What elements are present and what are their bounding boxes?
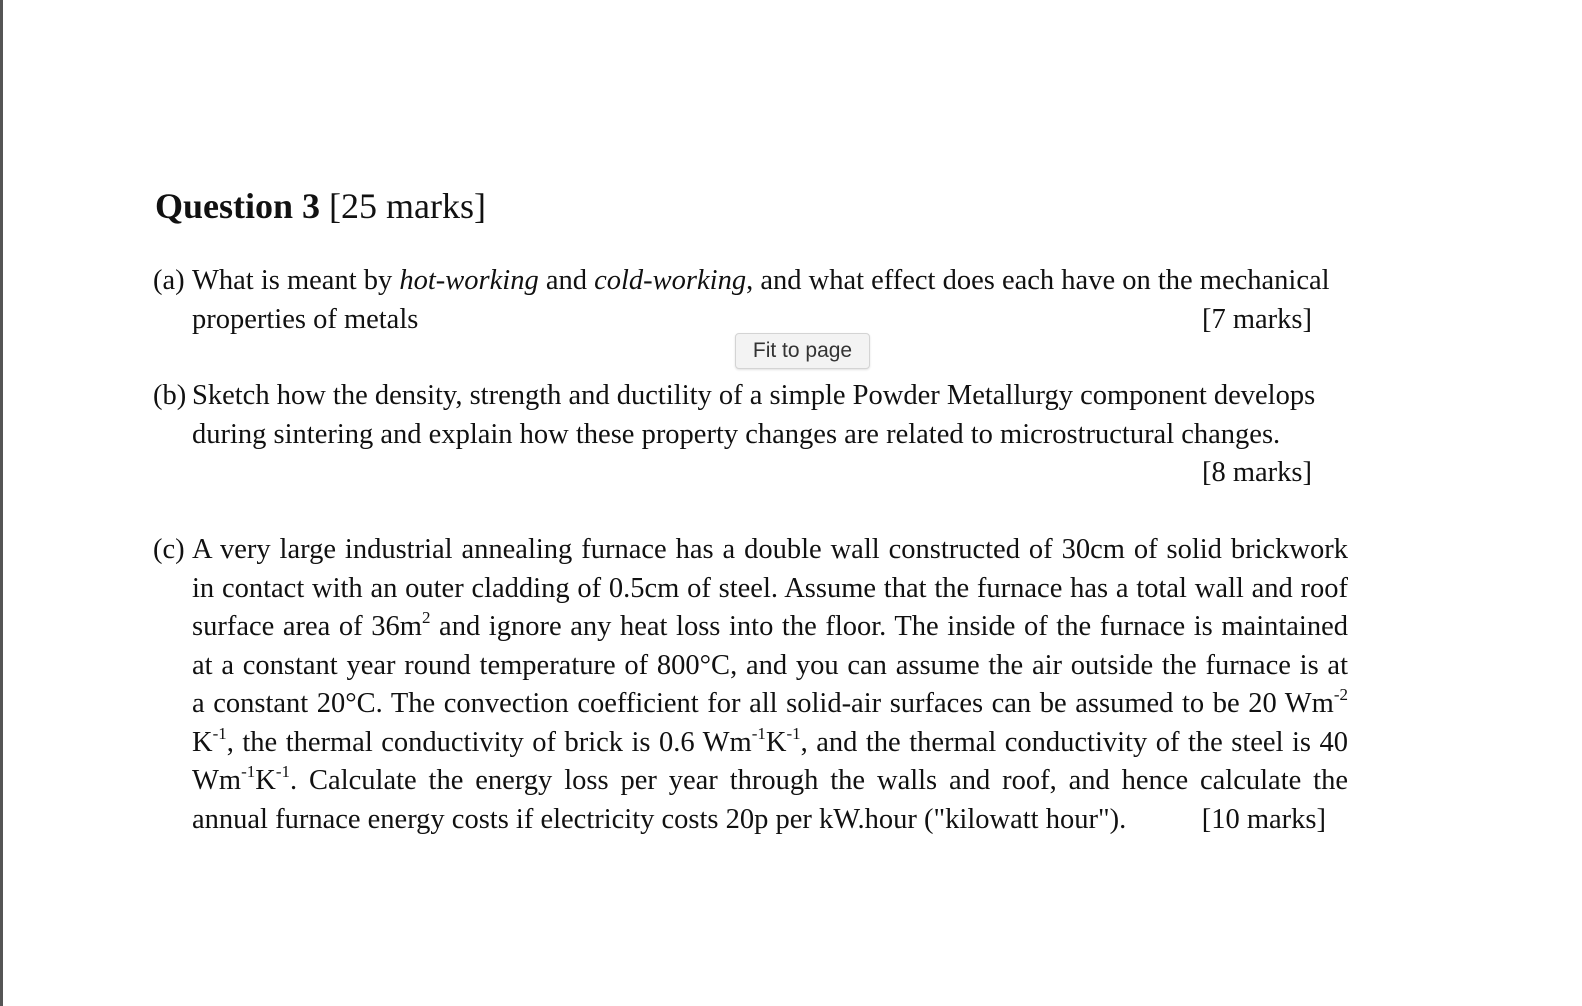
part-a-line-1: What is meant by hot-working and cold-working, and what effect does each have on the mechanical — [192, 265, 1330, 296]
part-b-marks: [8 marks] — [1201, 457, 1312, 488]
part-c-line-6: $K^{-1}$, the thermal conductivity of brick is 0.6 $Wm^{-1}K^{-1}$, and the thermal conductivity of the steel is 40 — [192, 723, 1348, 758]
part-a-line-2: properties of metals [7 marks] — [153, 301, 1348, 340]
part-c-line-2: in contact with an outer cladding of 0.5cm of steel. Assume that the furnace has a total wall and roof — [192, 572, 1348, 604]
part-c-line-3: surface area of $36m^2$ and ignore any heat loss into the floor. The inside of the furnace is maintained — [192, 608, 1348, 642]
part-c-line-8: annual furnace energy costs if electricity costs 20p per kW.hour ("kilowatt hour"). [10 marks] — [153, 801, 1348, 840]
part-c — [153, 531, 1348, 839]
part-a-label: (a) — [153, 265, 185, 296]
part-c-line-7: $Wm^{-1}K^{-1}$. Calculate the energy loss per year through the walls and roof, and hence calculate the — [192, 762, 1348, 796]
part-b-marks-line — [153, 454, 1348, 493]
question-total-marks: [25 marks] — [329, 186, 486, 226]
part-c-line-5: a constant 20°C. The convection coefficient for all solid-air surfaces can be assumed to be 20 $Wm^{-2}$ — [192, 685, 1348, 719]
fit-to-page-button[interactable]: Fit to page — [735, 333, 870, 369]
term-hot-working: hot-working — [399, 265, 539, 296]
part-b-line-2: during sintering and explain how these property changes are related to microstructural changes. — [192, 418, 1281, 450]
part-b-line-1: Sketch how the density, strength and ductility of a simple Powder Metallurgy component develops — [192, 380, 1316, 411]
part-a-marks: [7 marks] — [1201, 303, 1312, 335]
part-c-marks: [10 marks] — [1201, 803, 1326, 835]
part-c-line-4: at a constant year round temperature of 800°C, and you can assume the air outside the furnace is at — [192, 649, 1348, 681]
question-number: Question 3 — [155, 186, 321, 226]
term-cold-working: cold-working — [594, 265, 747, 296]
question-title — [155, 184, 486, 228]
part-c-line-1: A very large industrial annealing furnace has a double wall constructed of 30cm of solid brickwork — [192, 534, 1348, 565]
part-b-label: (b) — [153, 380, 187, 411]
part-c-label: (c) — [153, 534, 185, 565]
part-b — [153, 377, 1348, 493]
part-a — [153, 262, 1348, 339]
